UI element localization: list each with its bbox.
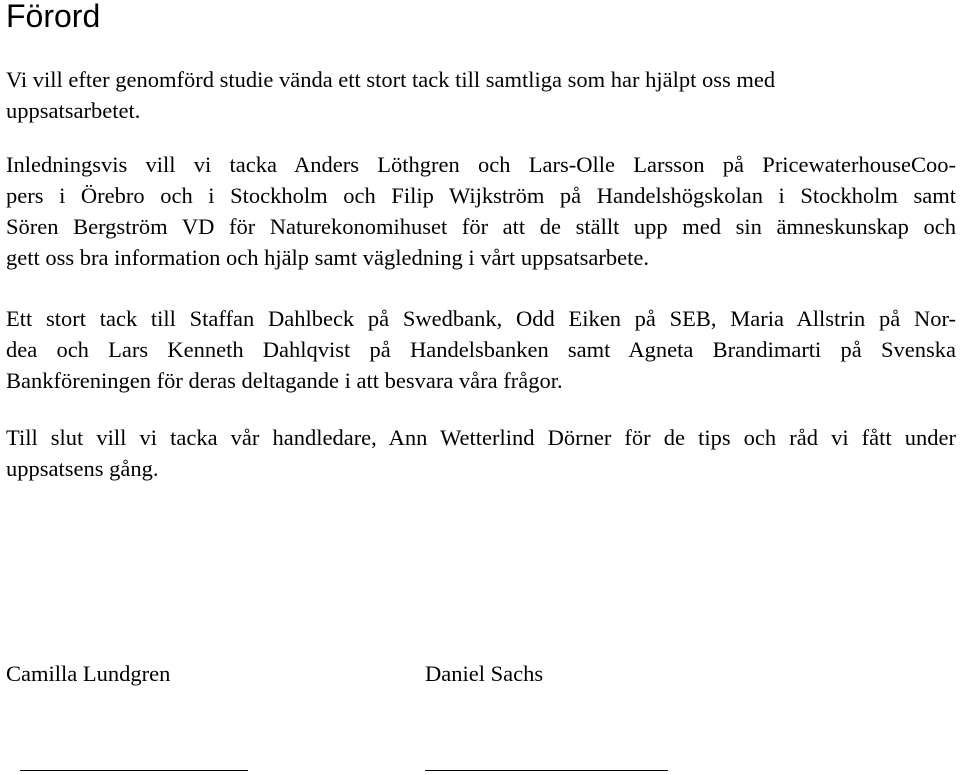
paragraph-line: Vi vill efter genomförd studie vända ett stort tack till samtliga som har hjälpt oss med [6,67,776,92]
paragraph-line: gett oss bra information och hjälp samt vägledning i vårt uppsatsarbete. [6,245,649,270]
paragraph-line: Bankföreningen för deras deltagande i att besvara våra frågor. [6,368,563,393]
signature-name-daniel: Daniel Sachs [425,661,544,686]
signature-name-camilla: Camilla Lundgren [6,661,171,686]
paragraph-line: Sören Bergström VD för Naturekonomihuset för att de ställt upp med sin ämneskunskap och [6,214,956,239]
paragraph-line: uppsatsens gång. [6,456,159,481]
paragraph-line: Inledningsvis vill vi tacka Anders Löthgren och Lars-Olle Larsson på PricewaterhouseCoo- [6,152,956,177]
paragraph-thanks-supervisor [6,422,956,484]
paragraph-intro [6,64,956,126]
paragraph-line: Ett stort tack till Staffan Dahlbeck på Swedbank, Odd Eiken på SEB, Maria Allstrin på Nor- [6,306,956,331]
signature-line [20,770,248,771]
paragraph-thanks-banks [6,303,956,396]
paragraph-line: Till slut vill vi tacka vår handledare, Ann Wetterlind Dörner för de tips och råd vi fått under [6,425,956,450]
paragraph-thanks-advisors [6,149,956,273]
paragraph-line: dea och Lars Kenneth Dahlqvist på Handelsbanken samt Agneta Brandimarti på Svenska [6,337,956,362]
page-title: Förord [6,0,101,34]
paragraph-line: pers i Örebro och i Stockholm och Filip Wijkström på Handelshögskolan i Stockholm samt [6,183,956,208]
signature-line [425,770,668,771]
paragraph-line: uppsatsarbetet. [6,98,141,123]
